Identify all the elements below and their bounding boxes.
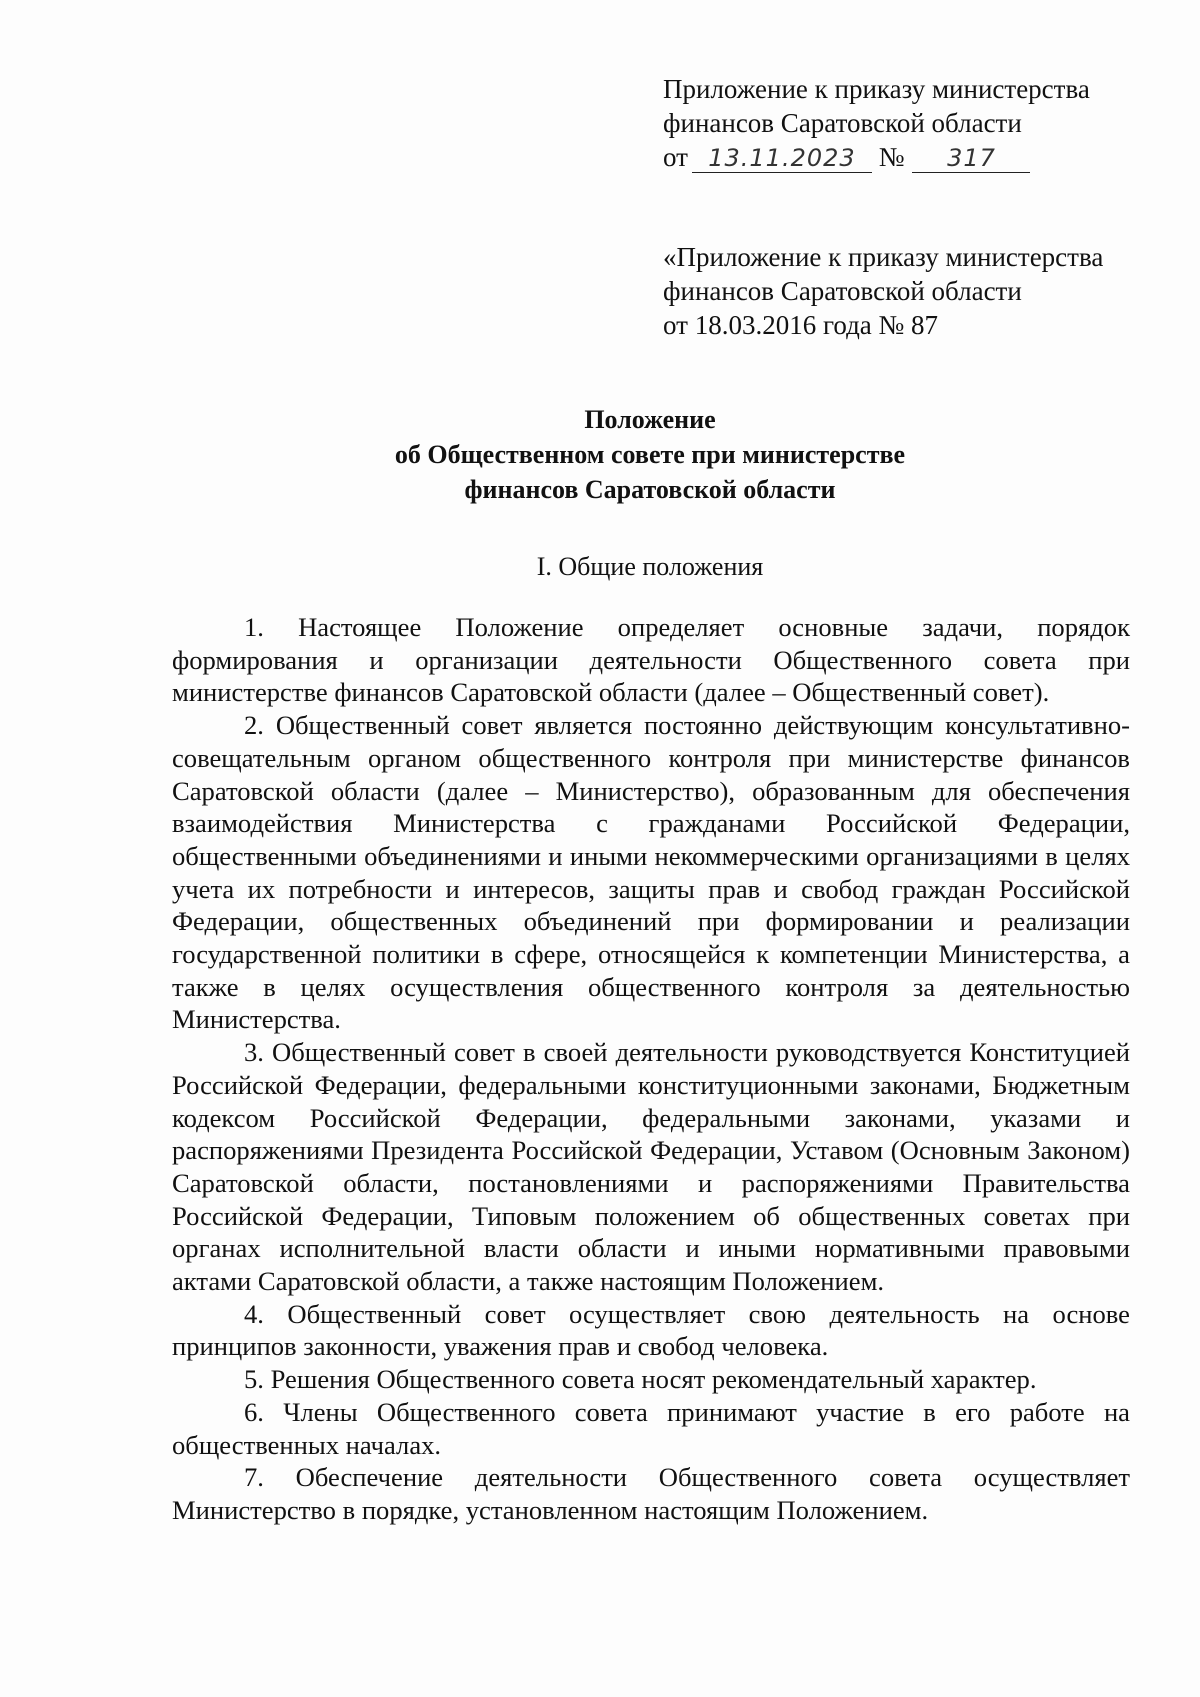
appendix-header xyxy=(663,72,1163,174)
paragraph-7: 7. Обеспечение деятельности Общественного совета осуществляет Министерство в порядке, установленном настоящим Положением. xyxy=(172,1462,1130,1525)
original-appendix-header xyxy=(663,240,1163,342)
appendix-header-line-1: Приложение к приказу министерства xyxy=(663,74,1090,104)
document-title-line-3: финансов Саратовской области xyxy=(464,475,836,504)
appendix-header-date-line xyxy=(663,140,1163,174)
handwritten-date: 13.11.2023 xyxy=(692,144,872,173)
original-appendix-line-3: от 18.03.2016 года № 87 xyxy=(663,310,939,340)
paragraph-5: 5. Решения Общественного совета носят рекомендательный характер. xyxy=(244,1364,1037,1395)
paragraph-3: 3. Общественный совет в своей деятельности руководствуется Конституцией Российской Федерации, федеральными конституционными законами, Бюджетным кодексом Российской Федерации, федеральными законами, указами и распоряжениями Президента Российской Федерации, Уставом (Основным Законом) Саратовской области, постановлениями и распоряжениями Правительства Российской Федерации, Типовым положением об общественных советах при органах исполнительной власти области и иными нормативными правовыми актами Саратовской области, а также настоящим Положением. xyxy=(172,1037,1130,1297)
document-title-line-2: об Общественном совете при министерстве xyxy=(394,440,906,469)
number-label: № xyxy=(878,142,905,172)
paragraph-2: 2. Общественный совет является постоянно действующим консультативно-совещательным органом общественного контроля при министерстве финансов Саратовской области (далее – Министерство), образованным для обеспечения взаимодействия Министерства с гражданами Российской Федерации, общественными объединениями и иными некоммерческими организациями в целях учета их потребности и интересов, защиты прав и свобод граждан Российской Федерации, общественных объединений при формировании и реализации государственной политики в сфере, относящейся к компетенции Министерства, а также в целях осуществления общественного контроля за деятельностью Министерства. xyxy=(172,710,1130,1035)
document-body xyxy=(172,611,1130,1527)
handwritten-order-number: 317 xyxy=(912,144,1030,173)
date-prefix: от xyxy=(663,142,688,172)
appendix-header-line-2: финансов Саратовской области xyxy=(663,108,1022,138)
document-title xyxy=(120,402,1180,507)
section-heading: I. Общие положения xyxy=(536,552,764,581)
paragraph-4: 4. Общественный совет осуществляет свою деятельность на основе принципов законности, уважения прав и свобод человека. xyxy=(172,1298,1130,1362)
original-appendix-line-2: финансов Саратовской области xyxy=(663,276,1022,306)
original-appendix-line-1: «Приложение к приказу министерства xyxy=(663,242,1104,272)
paragraph-6: 6. Члены Общественного совета принимают участие в его работе на общественных началах. xyxy=(172,1396,1130,1460)
paragraph-1: 1. Настоящее Положение определяет основные задачи, порядок формирования и организации деятельности Общественного совета при министерстве финансов Саратовской области (далее – Общественный совет). xyxy=(172,612,1130,708)
document-title-line-1: Положение xyxy=(584,405,716,434)
